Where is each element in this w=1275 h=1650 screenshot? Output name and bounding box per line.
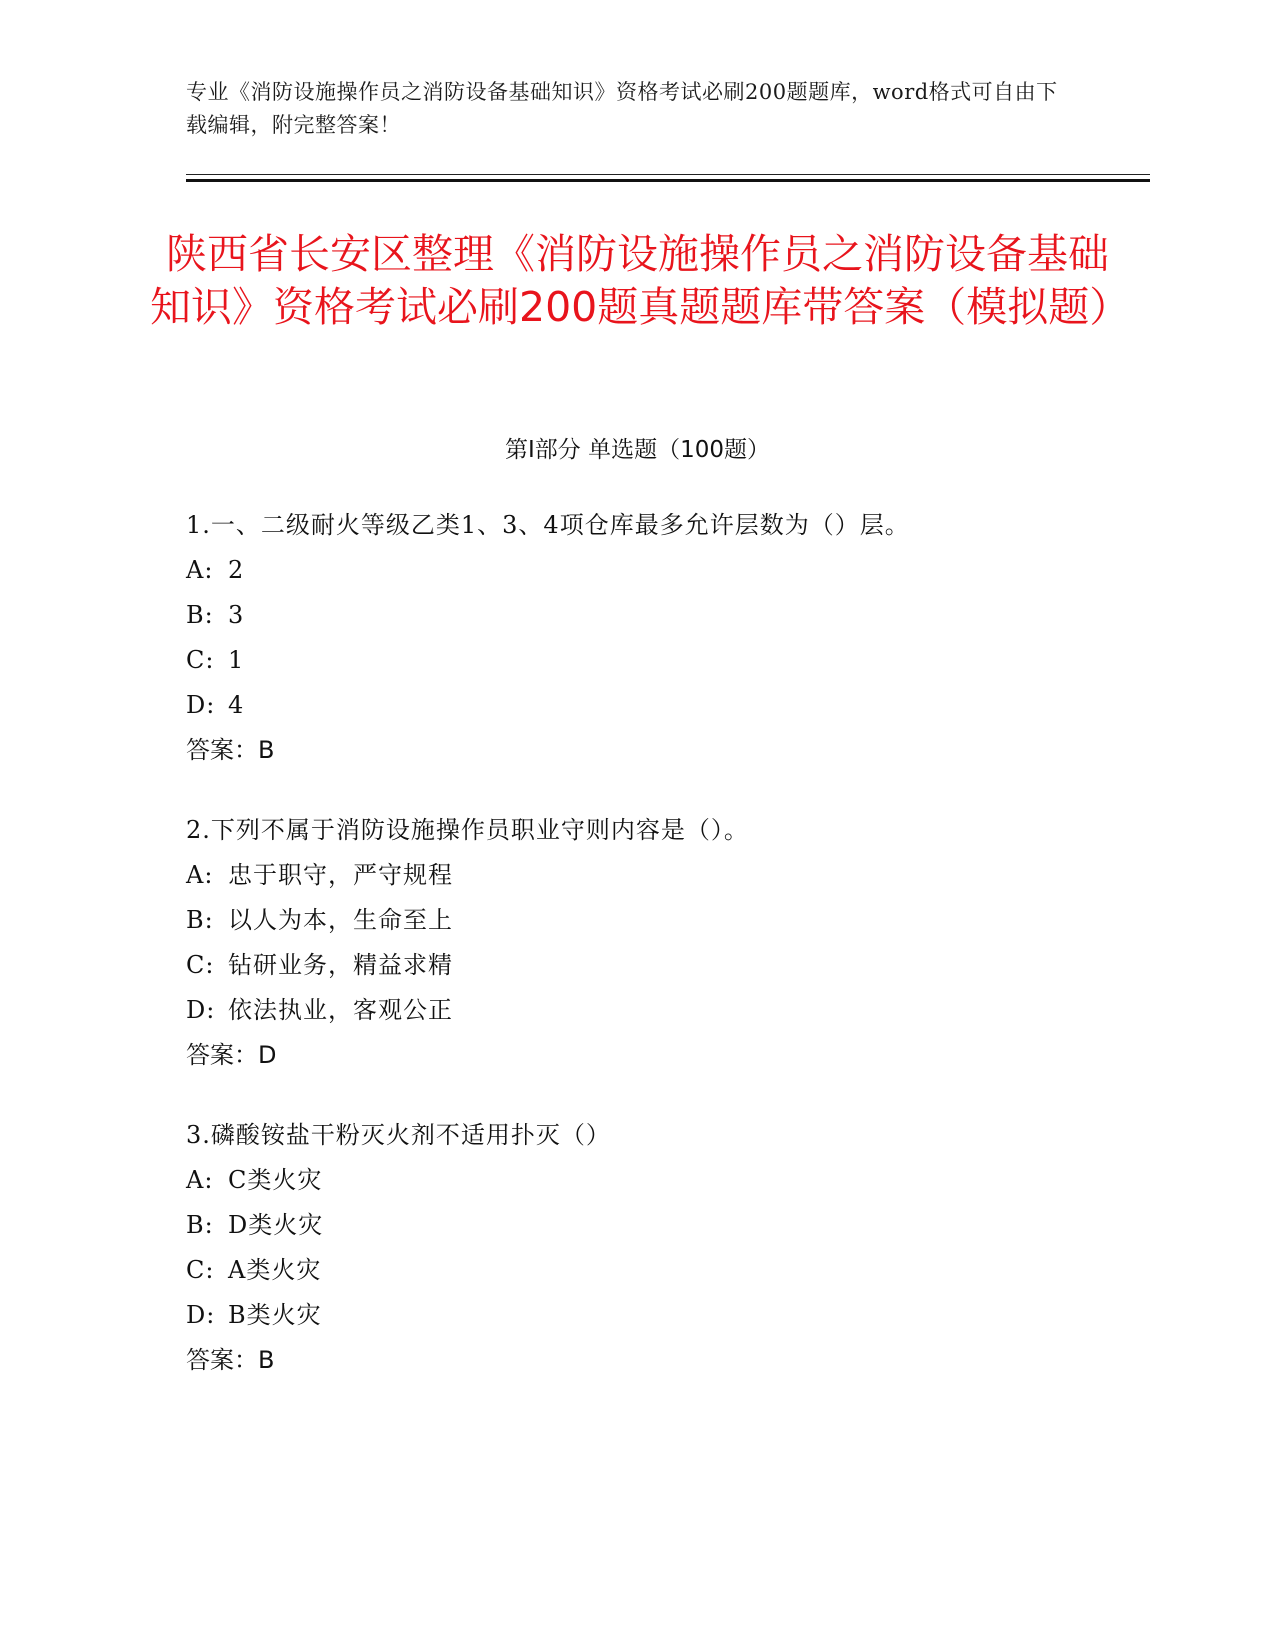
option-key: C: (186, 1256, 215, 1284)
answer-line: 答案：B (186, 1346, 275, 1374)
option-d (186, 995, 1086, 1040)
option-text: 3 (228, 601, 245, 629)
section-heading: 第I部分 单选题（100题） (505, 437, 770, 463)
option-text: 4 (228, 691, 245, 719)
question-1 (186, 510, 1086, 780)
question-2 (186, 815, 1086, 1085)
option-key: B: (186, 1211, 214, 1239)
option-b (186, 905, 1086, 950)
option-d (186, 690, 1086, 735)
option-text: 钻研业务，精益求精 (228, 951, 453, 979)
option-a (186, 1165, 1086, 1210)
option-text: 忠于职守，严守规程 (228, 861, 453, 889)
option-text: C类火灾 (228, 1166, 323, 1194)
option-a (186, 860, 1086, 905)
option-text: 以人为本，生命至上 (228, 906, 453, 934)
option-key: A: (186, 861, 214, 889)
option-key: B: (186, 601, 214, 629)
document-title: 陕西省长安区整理《消防设施操作员之消防设备基础知识》资格考试必刷200题真题题库带答案（模拟题） (150, 230, 1131, 331)
option-key: C: (186, 646, 215, 674)
option-key: D: (186, 1301, 216, 1329)
option-c (186, 950, 1086, 995)
option-key: D: (186, 996, 216, 1024)
option-c (186, 1255, 1086, 1300)
option-text: B类火灾 (228, 1301, 322, 1329)
option-key: C: (186, 951, 215, 979)
option-text: 依法执业，客观公正 (228, 996, 453, 1024)
option-text: A类火灾 (228, 1256, 322, 1284)
option-key: B: (186, 906, 214, 934)
option-b (186, 600, 1086, 645)
option-key: A: (186, 1166, 214, 1194)
option-c (186, 645, 1086, 690)
question-3 (186, 1120, 1086, 1390)
option-text: 2 (228, 556, 245, 584)
option-a (186, 555, 1086, 600)
answer-line: 答案：D (186, 1041, 277, 1069)
question-stem: 2.下列不属于消防设施操作员职业守则内容是（）。 (186, 816, 749, 844)
option-b (186, 1210, 1086, 1255)
option-key: A: (186, 556, 214, 584)
option-text: D类火灾 (228, 1211, 324, 1239)
question-stem: 3.磷酸铵盐干粉灭火剂不适用扑灭（） (186, 1121, 611, 1149)
option-text: 1 (228, 646, 245, 674)
header-note: 专业《消防设施操作员之消防设备基础知识》资格考试必刷200题题库，word格式可自由下载编辑，附完整答案！ (186, 80, 1058, 137)
option-d (186, 1300, 1086, 1345)
option-key: D: (186, 691, 216, 719)
header-divider-thin (186, 174, 1150, 175)
question-stem: 1.一、二级耐火等级乙类1、3、4项仓库最多允许层数为（）层。 (186, 511, 910, 539)
answer-line: 答案：B (186, 736, 275, 764)
header-divider-thick (186, 179, 1150, 182)
